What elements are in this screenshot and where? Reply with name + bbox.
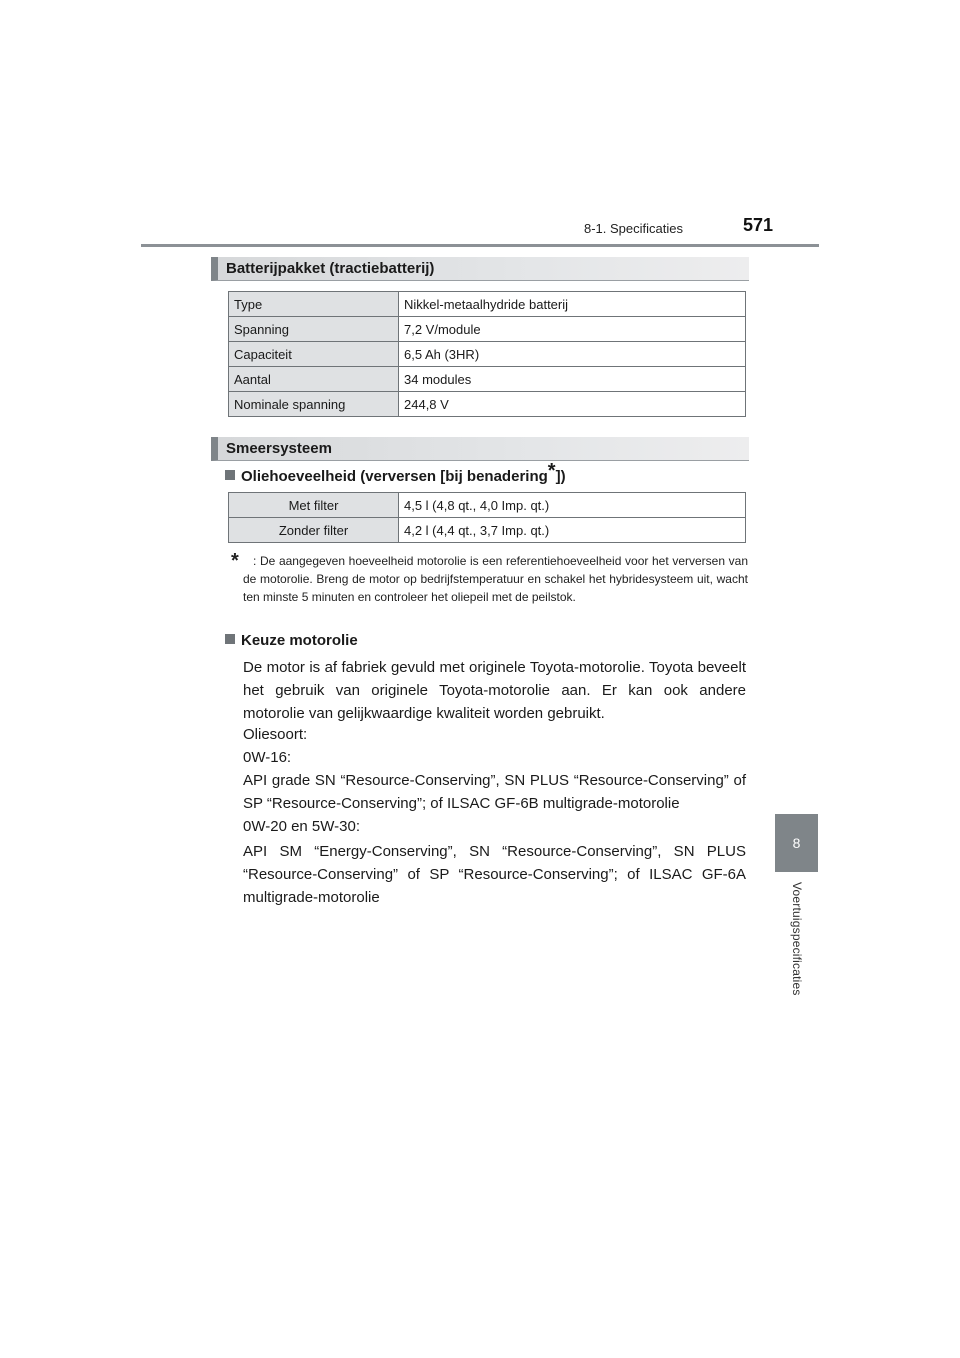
lubrication-section-title: Smeersysteem	[226, 440, 332, 457]
spec-value: Nikkel-metaalhydride batterij	[399, 292, 746, 317]
spec-value: 4,5 l (4,8 qt., 4,0 Imp. qt.)	[399, 493, 746, 518]
table-row	[229, 392, 746, 417]
lubrication-section-heading	[211, 437, 749, 461]
spec-value: 244,8 V	[399, 392, 746, 417]
footnote-text: : De aangegeven hoeveelheid motorolie is een referentiehoeveelheid voor het verversen van de motorolie. Breng de motor op bedrijfstemperatuur en schakel het hybridesysteem uit, wacht ten minste 5 minuten en controleer het oliepeil met de peilstok.	[243, 554, 748, 604]
footnote-marker: *	[547, 460, 556, 482]
viscosity-0w16-label: 0W-16:	[243, 749, 292, 766]
page-number: 571	[743, 215, 774, 235]
oil-quantity-heading	[225, 460, 566, 485]
spec-label: Zonder filter	[229, 518, 399, 543]
spec-label: Aantal	[229, 367, 399, 392]
spec-label: Nominale spanning	[229, 392, 399, 417]
oil-quantity-table	[228, 492, 746, 543]
viscosity-0w20-label: 0W-20 en 5W-30:	[243, 818, 361, 835]
table-row	[229, 342, 746, 367]
table-row	[229, 493, 746, 518]
chapter-tab: 8	[775, 814, 818, 872]
oil-quantity-heading-end: ])	[555, 468, 566, 485]
spec-value: 4,2 l (4,4 qt., 3,7 Imp. qt.)	[399, 518, 746, 543]
oil-quantity-heading-text: Oliehoeveelheid (verversen [bij benadering	[241, 468, 548, 485]
spec-label: Type	[229, 292, 399, 317]
section-title: 8-1. Specificaties	[584, 221, 683, 236]
footnote	[231, 552, 748, 606]
table-row	[229, 518, 746, 543]
spec-value: 34 modules	[399, 367, 746, 392]
battery-section-title: Batterijpakket (tractiebatterij)	[226, 260, 435, 277]
viscosity-0w20-spec: API SM “Energy-Conserving”, SN “Resource-Conserving”, SN PLUS “Resource-Conserving” of SP “Resource-Conserving”; of ILSAC GF-6A multigrade-motorolie	[243, 843, 746, 906]
footnote-asterisk: *	[231, 550, 239, 572]
spec-label: Met filter	[229, 493, 399, 518]
viscosity-0w16-spec: API grade SN “Resource-Conserving”, SN PLUS “Resource-Conserving” of SP “Resource-Conserving”; of ILSAC GF-6B multigrade-motorolie	[243, 772, 746, 812]
spec-label: Capaciteit	[229, 342, 399, 367]
bullet-square-icon	[225, 470, 235, 480]
spec-value: 7,2 V/module	[399, 317, 746, 342]
oil-choice-intro: De motor is af fabriek gevuld met originele Toyota-motorolie. Toyota beveelt het gebruik van originele Toyota-motorolie aan. Er kan ook andere motorolie van gelijkwaardige kwaliteit worden gebruikt.	[243, 659, 746, 722]
oil-type-label: Oliesoort:	[243, 726, 308, 743]
chapter-title: Voertuigspecificaties	[790, 882, 804, 996]
spec-value: 6,5 Ah (3HR)	[399, 342, 746, 367]
header-divider	[141, 244, 819, 247]
oil-choice-heading	[225, 632, 358, 649]
bullet-square-icon	[225, 634, 235, 644]
table-row	[229, 292, 746, 317]
battery-spec-table	[228, 291, 746, 417]
spec-label: Spanning	[229, 317, 399, 342]
oil-choice-heading-text: Keuze motorolie	[241, 632, 358, 649]
table-row	[229, 317, 746, 342]
battery-section-heading	[211, 257, 749, 281]
table-row	[229, 367, 746, 392]
